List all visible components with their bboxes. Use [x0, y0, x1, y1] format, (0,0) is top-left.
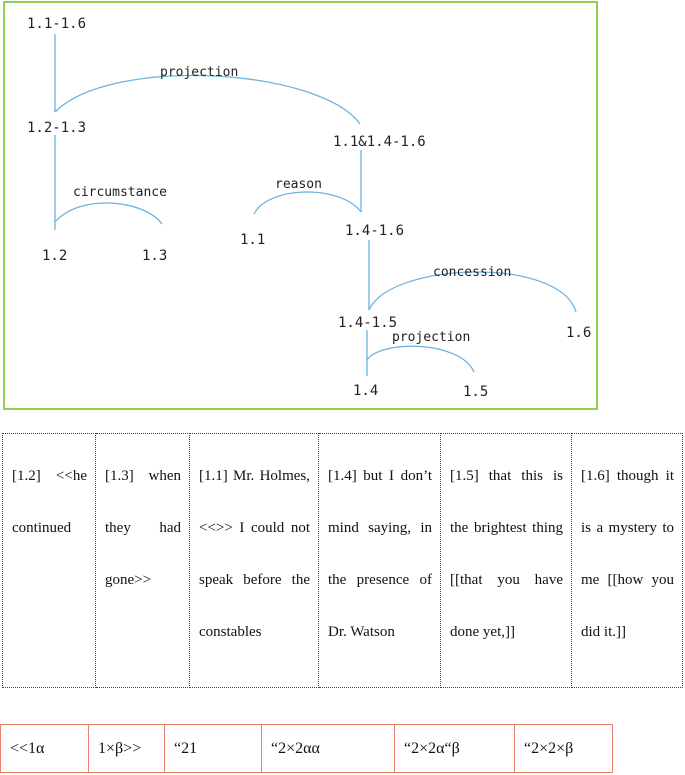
code-cell: “2×2×β — [515, 725, 613, 773]
node-1-1-and-1-4-1-6: 1.1&1.4-1.6 — [333, 134, 426, 150]
code-cell: 1×β>> — [89, 725, 165, 773]
table-row — [3, 434, 683, 688]
segment-cell: [1.4] but I don’t mind saying, in the presence of Dr. Watson — [319, 434, 441, 688]
code-cell: <<1α — [1, 725, 89, 773]
code-cell: “2×2αα — [262, 725, 395, 773]
code-cell: “21 — [165, 725, 262, 773]
node-1-1-1-6: 1.1-1.6 — [27, 16, 87, 32]
relation-projection-top: projection — [160, 65, 239, 80]
segment-cell: [1.2] <<he continued — [3, 434, 96, 688]
table-row — [1, 725, 613, 773]
node-1-1: 1.1 — [240, 232, 266, 248]
segment-cell: [1.6] though it is a mystery to me [[how you did it.]] — [572, 434, 683, 688]
segment-cell: [1.5] that this is the brightest thing [[that you have done yet,]] — [441, 434, 572, 688]
node-1-3: 1.3 — [142, 248, 168, 264]
relation-projection-bottom: projection — [392, 330, 471, 345]
arc-projection-bottom — [367, 346, 474, 372]
relation-reason: reason — [275, 177, 322, 192]
node-1-4-1-5: 1.4-1.5 — [338, 315, 398, 331]
relation-concession: concession — [433, 265, 512, 280]
node-1-4: 1.4 — [353, 383, 379, 399]
node-1-2-1-3: 1.2-1.3 — [27, 120, 87, 136]
node-1-2: 1.2 — [42, 248, 68, 264]
arc-projection-top — [55, 76, 360, 124]
node-1-6: 1.6 — [566, 325, 592, 341]
taxis-code-table — [0, 724, 613, 773]
segment-cell: [1.1] Mr. Holmes, <<>> I could not speak before the constables — [190, 434, 319, 688]
node-1-5: 1.5 — [463, 384, 489, 400]
segment-cell: [1.3] when they had gone>> — [96, 434, 190, 688]
code-cell: “2×2α“β — [395, 725, 515, 773]
arc-reason — [254, 192, 361, 214]
arc-circumstance — [55, 203, 162, 224]
relation-circumstance: circumstance — [73, 185, 167, 200]
segment-text-table — [2, 433, 683, 688]
node-1-4-1-6: 1.4-1.6 — [345, 223, 405, 239]
